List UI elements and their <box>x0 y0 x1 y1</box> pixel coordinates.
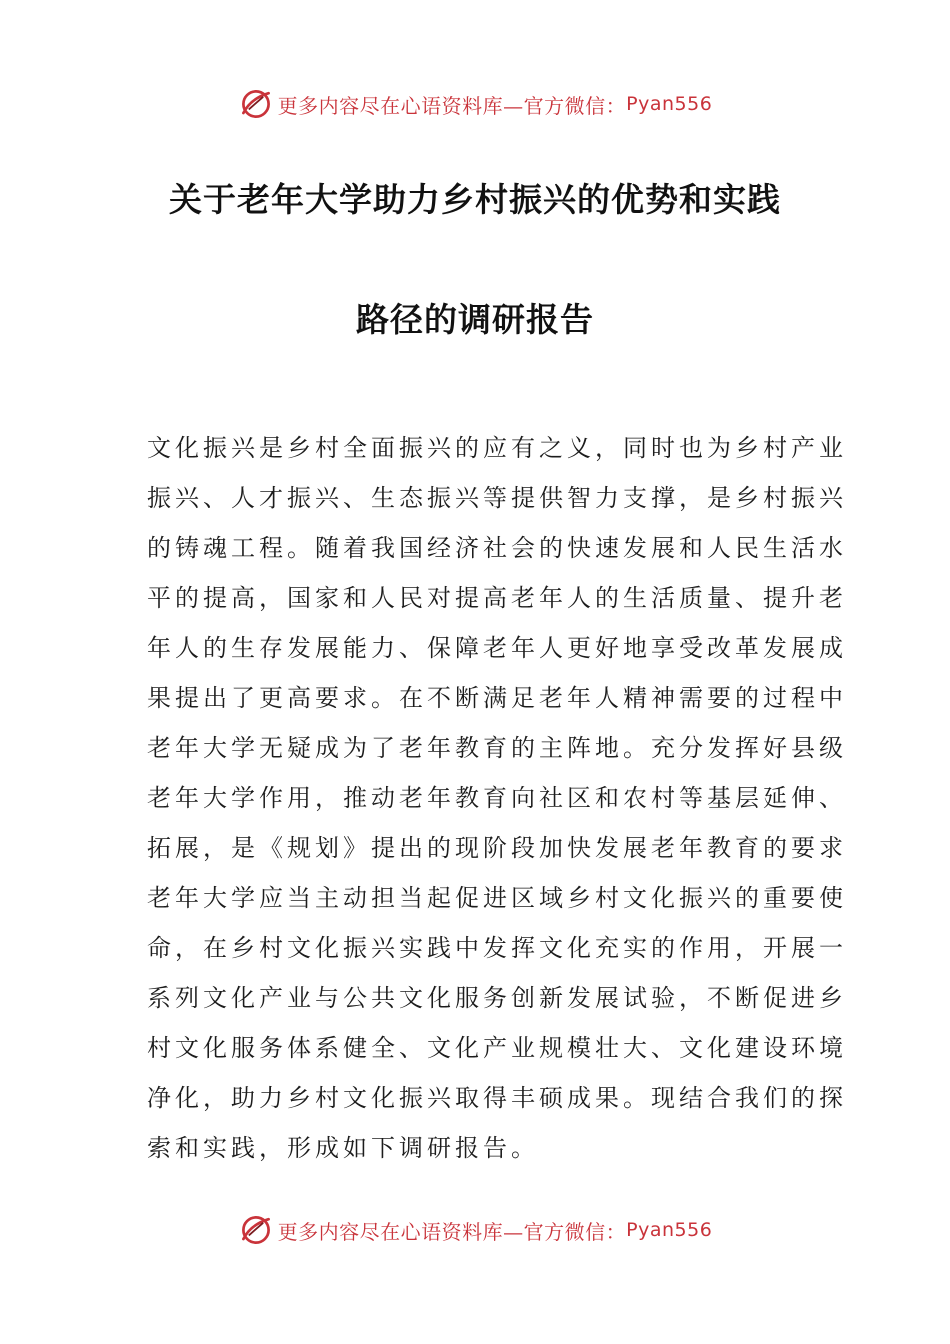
body-paragraph <box>147 423 847 1173</box>
document-title-line-2: 路径的调研报告 <box>356 300 594 339</box>
banner-text: 更多内容尽在心语资料库—官方微信： <box>277 93 627 118</box>
paragraph-line: 文化振兴是乡村全面振兴的应有之义，同时也为乡村产业 <box>147 434 847 462</box>
banner-wechat-id: Pyan556 <box>626 93 713 115</box>
header-watermark-banner <box>0 82 950 126</box>
paragraph-line: 振兴、人才振兴、生态振兴等提供智力支撑，是乡村振兴 <box>147 484 847 512</box>
paragraph-line: 老年大学无疑成为了老年教育的主阵地。充分发挥好县级 <box>147 734 847 762</box>
paragraph-line: 净化，助力乡村文化振兴取得丰硕成果。现结合我们的探 <box>147 1084 847 1112</box>
banner-wechat-id: Pyan556 <box>626 1219 713 1241</box>
paragraph-line: 果提出了更高要求。在不断满足老年人精神需要的过程中 <box>147 684 847 712</box>
paragraph-line: 平的提高，国家和人民对提高老年人的生活质量、提升老 <box>147 584 847 612</box>
pen-swirl-logo-icon <box>238 1212 274 1248</box>
paragraph-line: 老年大学应当主动担当起促进区域乡村文化振兴的重要使 <box>147 884 847 912</box>
pen-swirl-logo-icon <box>238 86 274 122</box>
footer-watermark-banner <box>0 1208 950 1252</box>
paragraph-line: 村文化服务体系健全、文化产业规模壮大、文化建设环境 <box>147 1034 847 1062</box>
banner-text: 更多内容尽在心语资料库—官方微信： <box>277 1219 627 1244</box>
paragraph-line: 老年大学作用，推动老年教育向社区和农村等基层延伸、 <box>147 784 847 812</box>
paragraph-line: 年人的生存发展能力、保障老年人更好地享受改革发展成 <box>147 634 847 662</box>
paragraph-line: 的铸魂工程。随着我国经济社会的快速发展和人民生活水 <box>147 534 847 562</box>
paragraph-line: 拓展，是《规划》提出的现阶段加快发展老年教育的要求 <box>147 834 847 862</box>
document-title-line-1: 关于老年大学助力乡村振兴的优势和实践 <box>169 180 781 219</box>
paragraph-line: 命，在乡村文化振兴实践中发挥文化充实的作用，开展一 <box>147 934 847 962</box>
paragraph-line: 系列文化产业与公共文化服务创新发展试验，不断促进乡 <box>147 984 847 1012</box>
paragraph-line: 索和实践，形成如下调研报告。 <box>147 1134 539 1162</box>
